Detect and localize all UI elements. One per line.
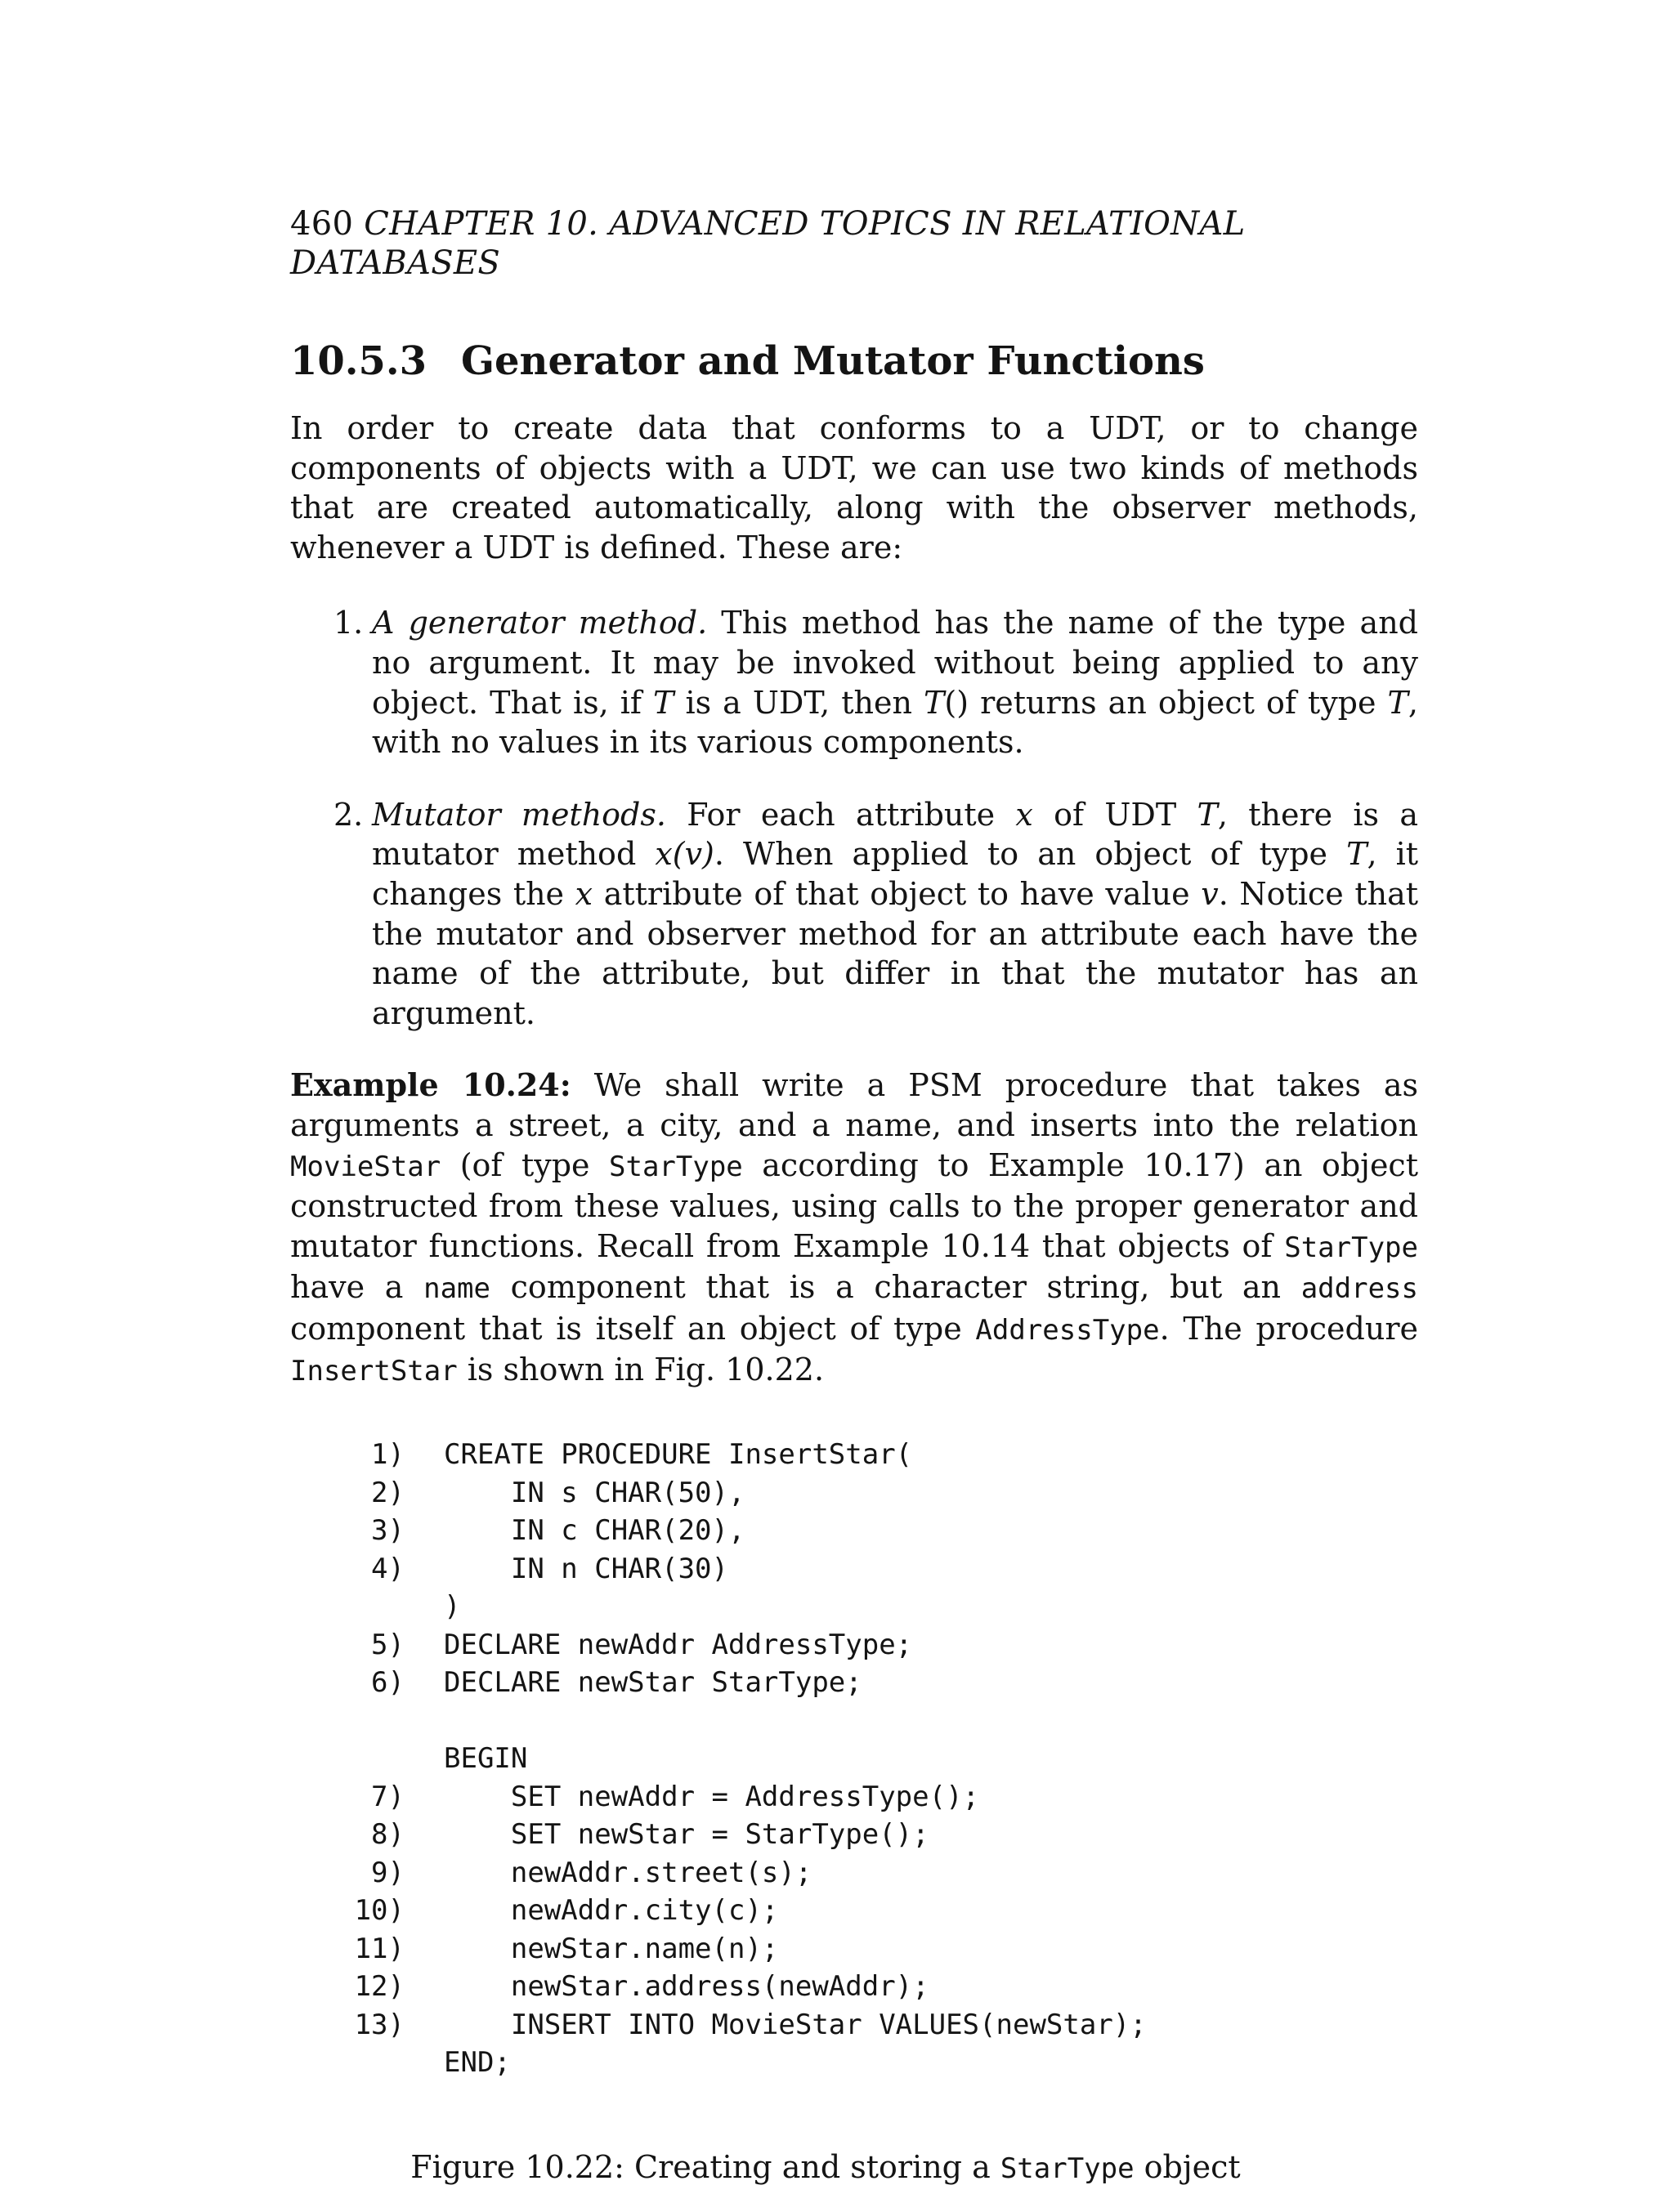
math-var: T	[1387, 684, 1408, 721]
code-line	[290, 1550, 1418, 1589]
running-title: CHAPTER 10. ADVANCED TOPICS IN RELATIONAL DATABASES	[290, 205, 1246, 282]
list-item-mutator	[333, 795, 1419, 1034]
page-number: 460	[290, 205, 354, 243]
method-list	[290, 603, 1418, 1033]
line-number: 9)	[371, 1856, 405, 1889]
code-line	[290, 1892, 1418, 1930]
example-label: Example 10.24:	[290, 1066, 571, 1104]
math-var: x	[1015, 796, 1033, 833]
item-text: of UDT	[1032, 796, 1197, 833]
math-var: T	[1346, 836, 1367, 873]
code-text: CREATE PROCEDURE InsertStar(	[444, 1438, 913, 1472]
item-text: This method has the name of the type and no argument. It may be invoked without being applied to any object. That is, if	[372, 605, 1418, 721]
section-title: Generator and Mutator Functions	[461, 338, 1205, 384]
example-text: component that is a character string, but an	[490, 1269, 1301, 1306]
item-text: . When applied to an object of type	[714, 836, 1347, 873]
list-item-generator	[333, 603, 1418, 762]
line-number: 5)	[371, 1628, 405, 1661]
code-line	[290, 1702, 1418, 1741]
code-line	[290, 1588, 1418, 1626]
example-text: We shall write a PSM procedure that takes as arguments a street, a city, and a name, and inserts into the relation	[290, 1067, 1418, 1143]
code-line	[290, 2006, 1418, 2044]
code-text: BEGIN	[444, 1742, 528, 1776]
example-text: according to Example 10.17) an object constructed from these values, using calls to the proper generator and mutator functions. Recall from Example 10.14 that objects of	[290, 1146, 1418, 1264]
item-text: , with no values in its various components.	[372, 684, 1418, 761]
code-line	[290, 1816, 1418, 1854]
code-term: MovieStar	[290, 1150, 441, 1183]
code-text: newAddr.city(c);	[444, 1894, 779, 1928]
term: A generator method.	[372, 605, 708, 641]
example-text: have a	[290, 1269, 424, 1306]
item-text: attribute of that object to have value	[593, 875, 1202, 912]
section-number: 10.5.3	[290, 338, 427, 384]
code-line	[290, 1854, 1418, 1892]
caption-text: object	[1134, 2148, 1241, 2185]
figure-caption	[290, 2147, 1418, 2188]
item-text: For each attribute	[665, 796, 1016, 833]
line-number: 1)	[371, 1438, 405, 1472]
math-var: x	[575, 875, 593, 912]
line-number: 8)	[371, 1818, 405, 1852]
code-text: newStar.name(n);	[444, 1932, 779, 1965]
example-text: component that is itself an object of type	[290, 1310, 976, 1347]
example-paragraph	[290, 1066, 1418, 1392]
code-line	[290, 1930, 1418, 1968]
item-text: , there is a mutator method	[372, 796, 1418, 873]
code-text: )	[444, 1590, 461, 1624]
intro-paragraph: In order to create data that conforms to a UDT, or to change components of objects with a UDT, we can use two kinds of methods that are created automatically, along with the observer methods, whenever a UDT is defined. These are:	[290, 410, 1418, 565]
code-line	[290, 2044, 1418, 2082]
code-line	[290, 1664, 1418, 1702]
code-line	[290, 1512, 1418, 1550]
line-number: 6)	[371, 1666, 405, 1700]
code-term: StarType	[609, 1150, 743, 1183]
line-number: 11)	[354, 1932, 405, 1965]
item-text: . Notice that the mutator and observer method for an attribute each have the name of the attribute, but differ in that the mutator has an argument.	[372, 875, 1418, 1031]
code-text: DECLARE newStar StarType;	[444, 1666, 862, 1700]
page	[290, 204, 1418, 2188]
code-text: IN c CHAR(20),	[444, 1514, 745, 1548]
code-text: IN s CHAR(50),	[444, 1476, 745, 1509]
item-text: , it changes the	[372, 836, 1419, 912]
running-header	[290, 204, 1418, 283]
line-number: 10)	[354, 1894, 405, 1928]
code-text: SET newStar = StarType();	[444, 1818, 929, 1852]
code-listing	[290, 1436, 1418, 2082]
math-var: T	[924, 684, 945, 721]
code-term: StarType	[1284, 1231, 1418, 1264]
line-number: 3)	[371, 1514, 405, 1548]
code-text: IN n CHAR(30)	[444, 1552, 728, 1585]
code-line	[290, 1626, 1418, 1665]
code-term: InsertStar	[290, 1355, 458, 1388]
example-text: is shown in Fig. 10.22.	[457, 1352, 825, 1388]
code-term: name	[423, 1272, 490, 1306]
list-number: 2.	[333, 796, 364, 833]
code-line	[290, 1778, 1418, 1817]
code-text: SET newAddr = AddressType();	[444, 1780, 980, 1813]
term: Mutator methods.	[372, 796, 666, 833]
caption-text: Figure 10.22: Creating and storing a	[410, 2148, 1000, 2185]
code-text: newStar.address(newAddr);	[444, 1970, 929, 2004]
line-number: 4)	[371, 1552, 405, 1585]
code-text: DECLARE newAddr AddressType;	[444, 1628, 913, 1661]
code-text: END;	[444, 2046, 511, 2080]
item-text: () returns an object of type	[944, 684, 1388, 721]
code-text: INSERT INTO MovieStar VALUES(newStar);	[444, 2008, 1147, 2041]
code-term: AddressType	[975, 1313, 1160, 1347]
math-var: v	[1201, 875, 1219, 912]
line-number: 12)	[354, 1970, 405, 2004]
code-text: newAddr.street(s);	[444, 1856, 812, 1889]
section-heading	[290, 337, 1418, 386]
math-var: x(v)	[655, 836, 714, 873]
code-line	[290, 1436, 1418, 1474]
list-number: 1.	[333, 605, 364, 641]
example-text: . The procedure	[1159, 1310, 1418, 1347]
math-var: T	[653, 684, 674, 721]
line-number: 2)	[371, 1476, 405, 1509]
math-var: T	[1197, 796, 1218, 833]
code-line	[290, 1740, 1418, 1778]
caption-code: StarType	[1000, 2152, 1135, 2185]
item-text: is a UDT, then	[674, 684, 924, 721]
line-number: 13)	[354, 2008, 405, 2041]
code-term: address	[1300, 1272, 1418, 1306]
code-line	[290, 1968, 1418, 2006]
code-line	[290, 1474, 1418, 1513]
example-text: (of type	[441, 1146, 610, 1183]
line-number: 7)	[371, 1780, 405, 1813]
